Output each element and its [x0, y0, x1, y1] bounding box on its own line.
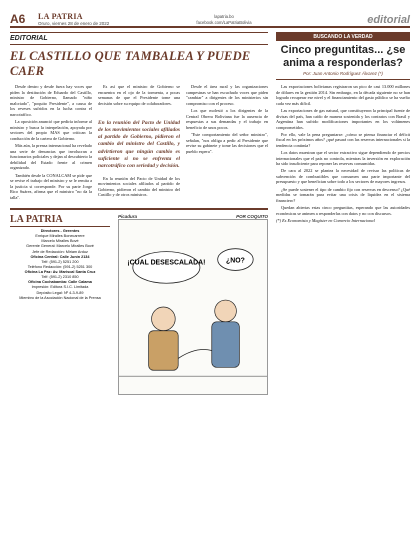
figure-right-head: [215, 300, 237, 322]
paragraph: Es así que el ministro de Gobierno se encuentra en el ojo de la tormenta, a pocas semanas de que el Presidente tome una decisión sobre su equipo de colaboradores.: [98, 84, 180, 106]
masthead-line: Oficina La Paz: Av. Mariscal Santa Cruz: [24, 270, 96, 274]
figure-left-body: [149, 331, 179, 371]
paragraph: "Este comportamiento del señor ministro", señalan, "nos obliga a pedir al Presidente que revise su gabinete y tome las decisiones que el pueblo espera".: [186, 132, 268, 154]
editorial-col-2: [98, 84, 180, 202]
masthead-line: Oficina Cochabamba: Calle Calama: [28, 280, 92, 285]
paragraph: Quedan abiertas estas cinco preguntitas, esperando que las autoridades económicas se animen a responderlas con datos y no con discursos.: [276, 205, 410, 216]
website-link[interactable]: lapatria.bo: [214, 14, 234, 20]
page-header: [10, 6, 410, 28]
opinion-title: Cinco preguntitas... ¿se anima a responderlas?: [280, 44, 406, 69]
opinion-body: [276, 84, 410, 223]
editorial-col-1: [10, 84, 92, 202]
masthead-line: Marcelo Miralles Bové: [41, 239, 79, 244]
editorial-col-3: [186, 84, 268, 202]
masthead-line: Telf: (591-2) 5251 200: [41, 259, 79, 264]
bubble-left-text: ¡CUAL DESESCALADA!: [127, 259, 206, 267]
masthead-box: [10, 214, 110, 395]
masthead-line: Oficina Central: Calle Junín 2134: [30, 254, 90, 259]
editorial-body: [10, 84, 268, 202]
masthead-line: Jefe de Redacción: Miriam Arduz: [32, 249, 88, 254]
page-number: A6: [10, 12, 26, 26]
speech-bubble-left: [133, 252, 200, 284]
web-links: [128, 14, 320, 26]
footnote: (*) Es Economista y Magíster en Comercio Internacional: [276, 217, 375, 223]
cartoon-panel: [118, 214, 268, 395]
figure-right-body: [212, 322, 240, 367]
opinion-author: Por: Juan Antonio Rodríguez Álvarez (*): [276, 71, 410, 80]
editorial-tag: EDITORIAL: [10, 32, 268, 45]
paragraph: Por ello, vale la pena preguntarse: ¿cómo se piensa financiar el déficit fiscal en los próximos años? ¿qué pasará con las reservas internacionales si la tendencia continúa?: [276, 131, 410, 148]
paragraph: También desde la CONALCAM se pide que se revise el trabajo del ministro y se le remita a la justicia si corresponde. Por su parte Jorge Rico Suárez, afirma que el ministro "no da la talla".: [10, 172, 92, 200]
masthead-line: Impresión: Editora S.I.C. Limitada: [31, 285, 89, 290]
masthead-logo: LA PATRIA: [10, 214, 110, 227]
left-column: [10, 32, 268, 395]
masthead-line: Enrique Miralles Bonecarrere: [35, 234, 85, 239]
cartoon-author: POR COQUITO: [236, 214, 268, 219]
paragraph: ¿Se puede sostener el tipo de cambio fijo con reservas en descenso? ¿Qué medidas se tomarán para evitar una crisis de liquidez en el sistema financiero?: [276, 186, 410, 203]
paragraph: Los que molestó a los dirigentes de la Central Obrera Boliviana fue la ausencia de respuestas a sus demandas y el trabajo en beneficio de unos pocos.: [186, 108, 268, 130]
section-label: editorial: [367, 14, 410, 26]
masthead-line: Telf: (591-2) 2310 850: [41, 275, 79, 280]
figure-left-head: [152, 307, 176, 331]
paragraph: Las exportaciones bolivianas registraron un pico de casi 13.000 millones de dólares en la gestión 2014. Sin embargo, en la década siguiente no se han logrado recuperar ese nivel y el financiamiento del gasto público se ha vuelto cada vez más difícil.: [276, 84, 410, 106]
paragraph: En la reunión del Pacto de Unidad de los movimientos sociales afiliados al partido de Gobierno, pidieron el cambio del ministro del Castillo y de otros ministros.: [98, 175, 180, 198]
masthead-line: Depósito Legal: Nº 4-3-9-89: [36, 290, 84, 295]
social-link[interactable]: facebook.com/LaPatriaBolivia: [196, 20, 252, 26]
paper-name: LA PATRIA: [38, 12, 83, 21]
issue-date: Oruro, viernes 28 de enero de 2022: [38, 21, 110, 26]
paper-brand: [38, 12, 128, 26]
paragraph: Desde dentro y desde fuera hay voces que piden la destitución de Eduardo del Castillo, ministro de Gobierno, llamado "niño malcriado", "poquito Presidente", a causa de los reveses sufridos en la lucha contra el narcotráfico.: [10, 84, 92, 117]
paragraph: Las exportaciones de gas natural, que constituyeron la principal fuente de divisas del país, han caído de manera sostenida y los contratos con Brasil y Argentina han sufrido modificaciones importantes en los volúmenes comprometidos.: [276, 108, 410, 130]
pull-quote: En la reunión del Pacto de Unidad de los movimientos sociales afiliados al partido de Gobierno, pidieron el cambio del ministro del Castillo, y advirtieron que ningún cambio es suficiente si no se enfrenta el narcotráfico con seriedad y decisión.: [98, 120, 180, 169]
editorial-title: EL CASTILLO QUE TAMBALEA Y PUEDE CAER: [10, 49, 251, 78]
paragraph: Más aún, la prensa internacional ha revelado una serie de denuncias que involucran a funcionarios policiales y dejan al descubierto la debilidad del Estado frente al crimen organizado.: [10, 143, 92, 170]
masthead-line: Teléfono Redacción: (591-2) 5251 300: [27, 264, 93, 269]
bubble-right-text: ¿NO?: [226, 257, 245, 265]
masthead-line: Miembro de la Asociación Nacional de la Prensa: [19, 295, 101, 300]
masthead-line: Gerente General: Marcelo Miralles Bové: [26, 244, 94, 249]
opinion-section-bar: BUSCANDO LA VERDAD: [276, 32, 410, 41]
bottom-strip: [10, 208, 268, 395]
masthead-line: Directores - Gerentes: [40, 229, 80, 233]
paragraph: La oposición anunció que pediría informe al ministro y busca la interpelación, apoyada por sectores del propio MAS que critican la conducción de la cartera de Gobierno.: [10, 119, 92, 141]
right-column: [276, 32, 410, 395]
paragraph: Los datos muestran que el sector extractivo sigue dependiendo de precios internacionales que el país no controla, mientras la inversión en exploración ha sido insuficiente para reponer las reservas consumidas.: [276, 150, 410, 167]
paragraph: De cara al 2022 se plantea la necesidad de revisar las políticas de subvención de combustibles que consumen una parte importante del presupuesto y que benefician sobre todo a los sectores de mayores ingresos.: [276, 168, 410, 185]
cartoon-illustration: [118, 219, 268, 395]
cartoon-label: Picadura: [118, 214, 138, 219]
paragraph: Desde el área rural y las organizaciones campesinas se han escuchado voces que piden "cambiar" a dirigentes de los ministerios sin compromiso con el proceso.: [186, 84, 268, 106]
